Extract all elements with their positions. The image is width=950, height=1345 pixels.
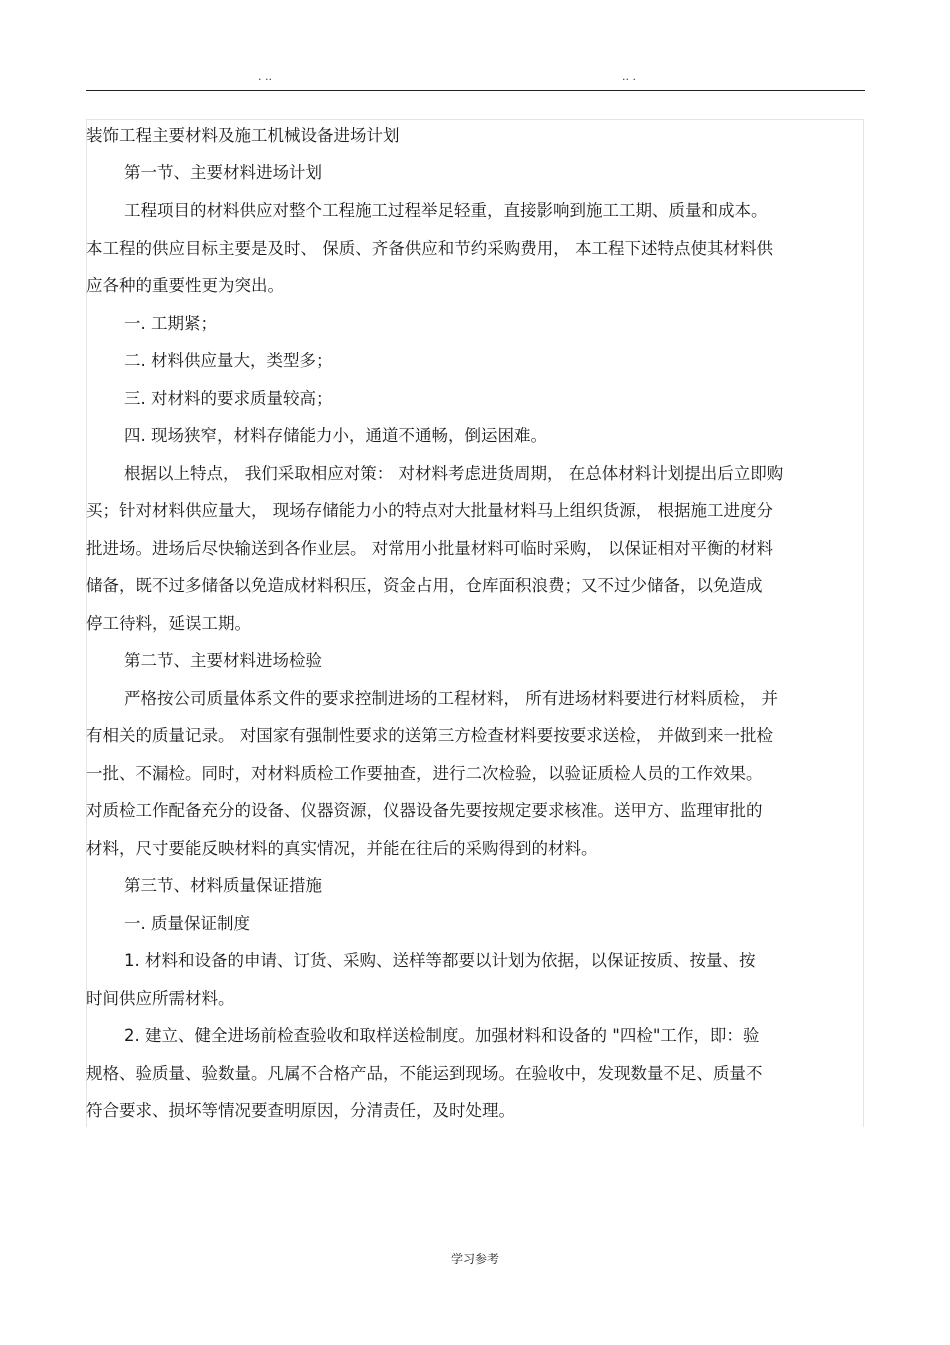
section-heading: 第一节、主要材料进场计划 bbox=[124, 163, 322, 182]
paragraph-line: 根据以上特点， 我们采取相应对策： 对材料考虑进货周期， 在总体材料计划提出后立即购 bbox=[124, 464, 784, 483]
list-item: 四. 现场狭窄，材料存储能力小，通道不通畅，倒运困难。 bbox=[124, 426, 547, 445]
header-rule bbox=[86, 90, 865, 91]
page-footer: 学习参考 bbox=[450, 1252, 499, 1266]
subsection-heading: 一. 质量保证制度 bbox=[124, 914, 250, 933]
paragraph-line: 严格按公司质量体系文件的要求控制进场的工程材料， 所有进场材料要进行材料质检， 并 bbox=[124, 689, 778, 708]
paragraph-line: 对质检工作配备充分的设备、仪器资源，仪器设备先要按规定要求核准。送甲方、监理审批的 bbox=[86, 801, 763, 820]
paragraph-line: 2. 建立、健全进场前检查验收和取样送检制度。加强材料和设备的 "四检"工作，即：验 bbox=[124, 1026, 760, 1045]
paragraph-line: 时间供应所需材料。 bbox=[86, 989, 235, 1008]
list-item: 三. 对材料的要求质量较高； bbox=[124, 389, 333, 408]
paragraph-line: 储备，既不过多储备以免造成材料积压，资金占用，仓库面积浪费；又不过少储备，以免造成 bbox=[86, 576, 763, 595]
document-title: 装饰工程主要材料及施工机械设备进场计划 bbox=[86, 126, 400, 145]
paragraph-line: 一批、不漏检。同时，对材料质检工作要抽查，进行二次检验，以验证质检人员的工作效果。 bbox=[86, 764, 763, 783]
paragraph-line: 本工程的供应目标主要是及时、 保质、齐备供应和节约采购费用， 本工程下述特点使其材料供 bbox=[86, 239, 773, 258]
list-item: 二. 材料供应量大，类型多； bbox=[124, 351, 333, 370]
header-mark-left: . .. bbox=[258, 70, 272, 83]
paragraph-line: 停工待料，延误工期。 bbox=[86, 614, 251, 633]
section-heading: 第三节、材料质量保证措施 bbox=[124, 876, 322, 895]
paragraph-line: 批进场。进场后尽快输送到各作业层。 对常用小批量材料可临时采购， 以保证相对平衡的材料 bbox=[86, 539, 773, 558]
paragraph-line: 材料，尺寸要能反映材料的真实情况，并能在往后的采购得到的材料。 bbox=[86, 839, 598, 858]
paragraph-line: 有相关的质量记录。 对国家有强制性要求的送第三方检查材料要按要求送检， 并做到来一批检 bbox=[86, 726, 773, 745]
section-heading: 第二节、主要材料进场检验 bbox=[124, 651, 322, 670]
list-item: 一. 工期紧； bbox=[124, 314, 217, 333]
paragraph-line: 1. 材料和设备的申请、订货、采购、送样等都要以计划为依据，以保证按质、按量、按 bbox=[124, 951, 756, 970]
paragraph-line: 买；针对材料供应量大， 现场存储能力小的特点对大批量材料马上组织货源， 根据施工进度分 bbox=[86, 501, 773, 520]
paragraph-line: 符合要求、损坏等情况要查明原因，分清责任，及时处理。 bbox=[86, 1101, 515, 1120]
paragraph-line: 工程项目的材料供应对整个工程施工过程举足轻重，直接影响到施工工期、质量和成本。 bbox=[124, 201, 768, 220]
paragraph-line: 规格、验质量、验数量。凡属不合格产品，不能运到现场。在验收中，发现数量不足、质量不 bbox=[86, 1064, 763, 1083]
paragraph-line: 应各种的重要性更为突出。 bbox=[86, 276, 284, 295]
header-mark-right: .. . bbox=[622, 70, 636, 83]
